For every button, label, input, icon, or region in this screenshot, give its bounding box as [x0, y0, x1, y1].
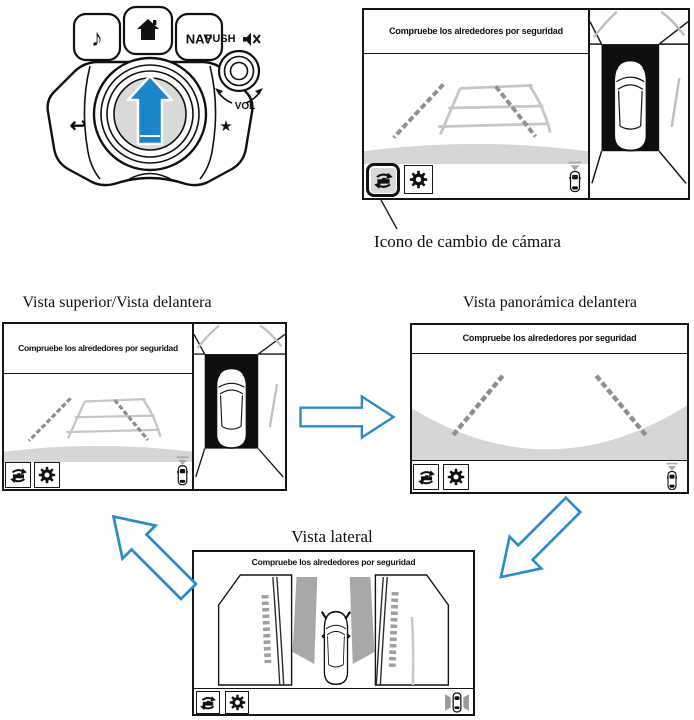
star-icon[interactable]: ★	[219, 118, 233, 135]
volume-knob[interactable]	[219, 51, 259, 91]
safety-warning-text: Compruebe los alrededores por seguridad	[412, 325, 687, 354]
toolbar-divider	[194, 688, 473, 689]
camera-swap-icon	[417, 468, 436, 487]
camera-swap-icon	[373, 170, 394, 191]
camera-change-button[interactable]	[366, 163, 400, 197]
camera-change-button[interactable]	[196, 691, 220, 714]
car-top-view-direction-icon	[664, 462, 680, 491]
settings-button[interactable]	[443, 464, 469, 490]
rear-camera-view	[4, 374, 192, 462]
label-panoramic-front-view: Vista panorámica delantera	[462, 294, 638, 311]
camera-swap-icon	[199, 694, 217, 712]
camera-screen-side-view	[192, 550, 475, 716]
camera-screen-top-front	[2, 322, 287, 491]
car-top-view-direction-icon	[566, 158, 584, 196]
camera-change-icon-caption: Icono de cambio de cámara	[374, 232, 561, 251]
home-button[interactable]	[124, 7, 172, 54]
camera-swap-icon	[9, 466, 28, 485]
flow-arrow-down-left	[485, 489, 589, 593]
gear-icon	[229, 694, 246, 711]
gear-icon	[38, 466, 56, 484]
label-side-view: Vista lateral	[291, 527, 373, 546]
gear-icon	[409, 170, 428, 189]
camera-screen-rear-top	[362, 8, 690, 200]
label-top-front-view: Vista superior/Vista delantera	[22, 294, 212, 311]
top-down-parking-view	[194, 324, 285, 489]
nav-button-label: NAV	[185, 31, 213, 47]
muted-speaker-icon	[243, 33, 260, 47]
top-down-parking-view	[590, 10, 688, 197]
toolbar-divider	[412, 460, 687, 461]
commander-knob-illustration	[40, 2, 275, 188]
push-label: PUSH	[205, 33, 236, 45]
panoramic-front-view	[412, 354, 687, 460]
car-top-view-direction-icon	[174, 454, 191, 488]
camera-screen-panoramic-front	[410, 323, 689, 494]
camera-change-button[interactable]	[413, 464, 439, 490]
settings-button[interactable]	[225, 691, 249, 714]
volume-label: VOL	[234, 101, 256, 112]
gear-icon	[447, 468, 465, 486]
safety-warning-text: Compruebe los alrededores por seguridad	[364, 10, 588, 54]
settings-button[interactable]	[34, 462, 60, 488]
settings-button[interactable]	[404, 165, 433, 194]
side-camera-view	[194, 572, 473, 688]
camera-change-button[interactable]	[5, 462, 31, 488]
safety-warning-text: Compruebe los alrededores por seguridad	[4, 324, 192, 374]
rear-camera-view	[364, 54, 588, 164]
music-button[interactable]	[74, 14, 120, 60]
return-arrow-icon[interactable]: ↩	[69, 115, 87, 137]
music-note-icon: ♪	[91, 25, 103, 52]
caption-leader-line	[381, 200, 397, 229]
car-side-beams-icon	[444, 692, 470, 713]
safety-warning-text: Compruebe los alrededores por seguridad	[251, 556, 416, 567]
flow-arrow-right	[301, 397, 394, 438]
flow-arrow-up-left	[97, 500, 205, 608]
